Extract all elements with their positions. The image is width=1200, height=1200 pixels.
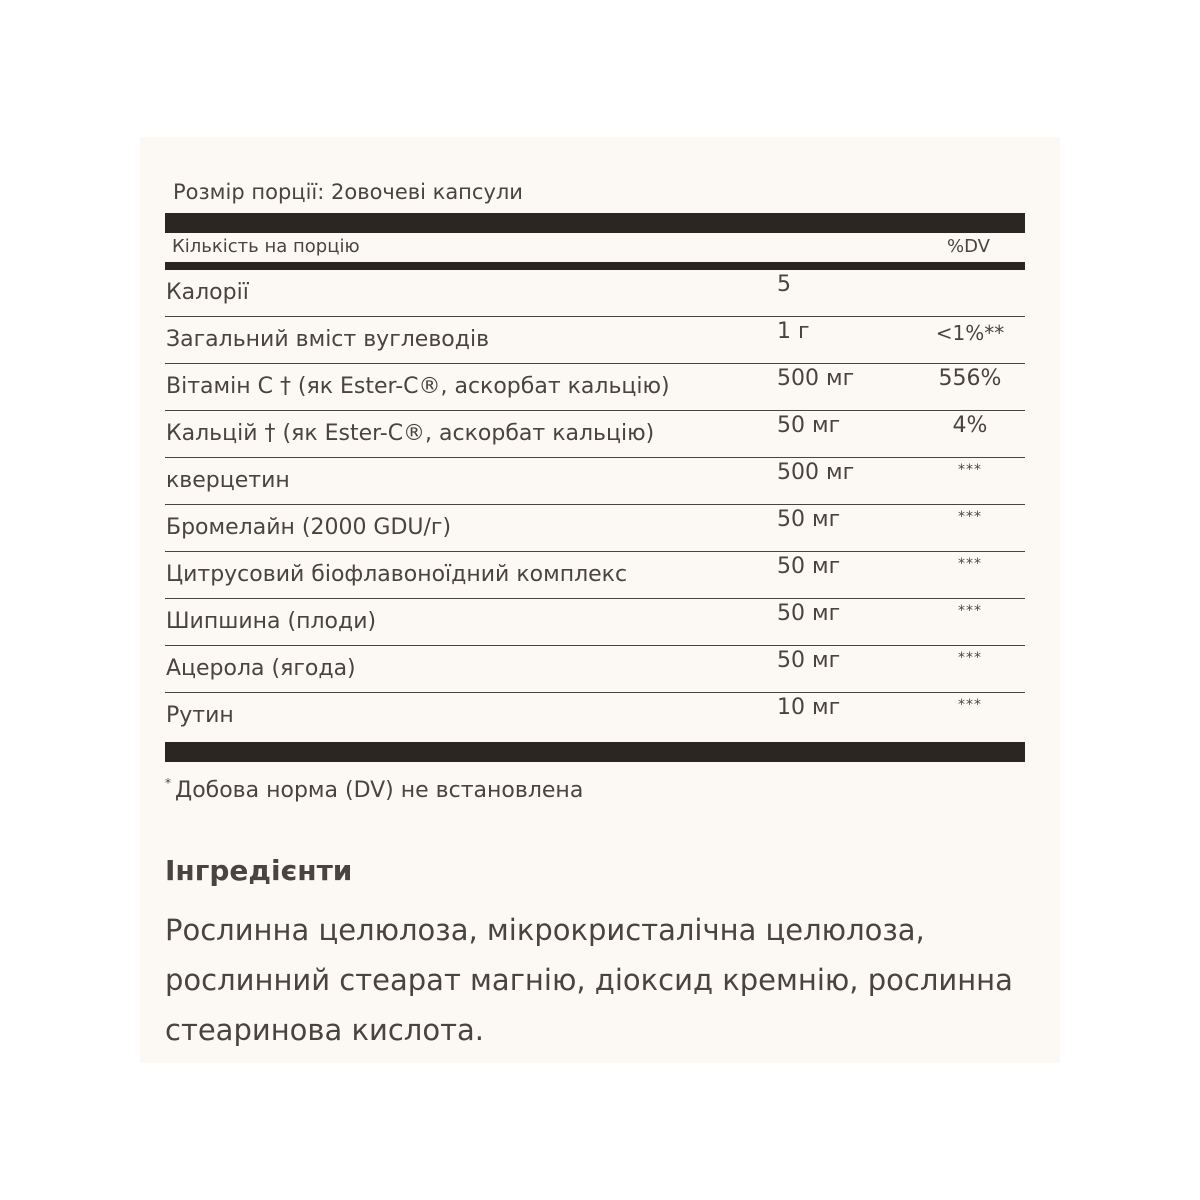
nutrient-dv: ***	[958, 650, 982, 666]
table-row	[165, 458, 1025, 505]
nutrient-amount: 10 мг	[777, 695, 841, 720]
nutrient-dv: 556%	[938, 366, 1002, 391]
nutrient-dv: ***	[958, 697, 982, 713]
nutrient-amount: 50 мг	[777, 648, 841, 673]
nutrient-name: Бромелайн (2000 GDU/г)	[166, 515, 452, 540]
header-amount-per-serving: Кількість на порцію	[172, 236, 360, 257]
ingredients-text: Рослинна целюлоза, мікрокристалічна целюлоза, рослинний стеарат магнію, діоксид кремнію, рослинна стеаринова кислота.	[165, 913, 1013, 1047]
nutrient-amount: 50 мг	[777, 601, 841, 626]
top-divider-bar	[165, 213, 1025, 233]
nutrient-name: Кальцій † (як Ester-C®, аскорбат кальцію)	[166, 421, 655, 446]
footnote-text: Добова норма (DV) не встановлена	[175, 778, 584, 803]
table-row	[165, 317, 1025, 364]
table-row	[165, 505, 1025, 552]
ingredients-heading: Інгредієнти	[165, 854, 353, 887]
table-row	[165, 599, 1025, 646]
nutrient-dv: ***	[958, 603, 982, 619]
serving-size: Розмір порції: 2овочеві капсули	[173, 180, 523, 204]
nutrient-name: Вітамін С † (як Ester-C®, аскорбат кальцію)	[166, 374, 670, 399]
nutrient-amount: 500 мг	[777, 460, 855, 485]
table-row	[165, 411, 1025, 458]
table-row	[165, 646, 1025, 693]
nutrient-amount: 50 мг	[777, 413, 841, 438]
header-divider-bar	[165, 262, 1025, 270]
footnote	[165, 778, 583, 803]
nutrient-name: Калорії	[166, 280, 249, 305]
table-row	[165, 270, 1025, 317]
nutrient-amount: 5	[777, 272, 791, 297]
nutrient-name: Ацерола (ягода)	[166, 656, 356, 681]
table-row	[165, 552, 1025, 599]
nutrient-name: Загальний вміст вуглеводів	[166, 327, 490, 352]
nutrient-name: Цитрусовий біофлавоноїдний комплекс	[166, 562, 628, 587]
nutrient-amount: 50 мг	[777, 554, 841, 579]
table-row	[165, 693, 1025, 740]
nutrient-amount: 500 мг	[777, 366, 855, 391]
nutrient-amount: 1 г	[777, 319, 810, 344]
nutrient-dv: ***	[958, 509, 982, 525]
nutrient-dv: <1%**	[935, 321, 1005, 345]
nutrient-name: Рутин	[166, 703, 234, 728]
nutrient-name: Шипшина (плоди)	[166, 609, 377, 634]
nutrient-amount: 50 мг	[777, 507, 841, 532]
bottom-divider-bar	[165, 742, 1025, 762]
nutrient-dv: ***	[958, 462, 982, 478]
nutrient-dv: ***	[958, 556, 982, 572]
footnote-mark: *	[165, 776, 171, 790]
nutrient-dv: 4%	[952, 413, 988, 438]
table-row	[165, 364, 1025, 411]
header-daily-value: %DV	[947, 236, 990, 257]
nutrient-name: кверцетин	[166, 468, 290, 493]
